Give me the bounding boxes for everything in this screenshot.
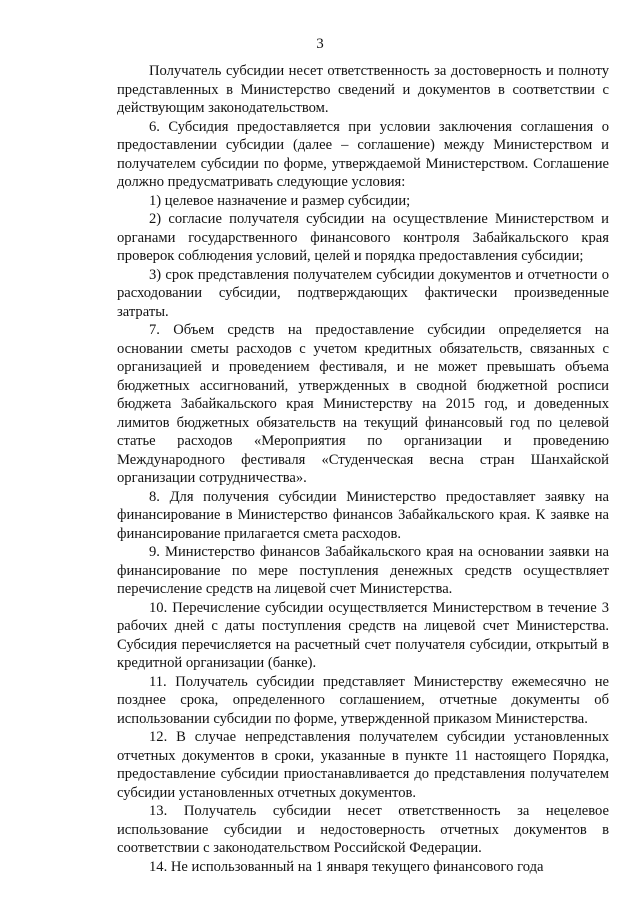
paragraph-11-reporting: 11. Получатель субсидии представляет Министерству ежемесячно не позднее срока, определенного соглашением, отчетные документы об использовании субсидии по форме, утвержденной приказом Министерства. [117,673,609,727]
page-number: 3 [316,36,324,52]
paragraph-12-suspension: 12. В случае непредставления получателем субсидии установленных отчетных документов в сроки, указанные в пункте 11 настоящего Порядка, предоставление субсидии приостанавливается до представления получателем субсидии установленных отчетных документов. [117,729,609,801]
list-item-1: 1) целевое назначение и размер субсидии; [149,192,411,209]
paragraph-10-transfer: 10. Перечисление субсидии осуществляется Министерством в течение 3 рабочих дней с даты поступления средств на лицевой счет Министерства. Субсидия перечисляется на расчетный счет получателя субсидии, открытый в кредитной организации (банке). [117,599,609,671]
list-item-2: 2) согласие получателя субсидии на осуществление Министерством и органами государственного финансового контроля Забайкальского края проверок соблюдения условий, целей и порядка предоставления субсидии; [117,211,609,264]
paragraph-9-finance-ministry: 9. Министерство финансов Забайкальского края на основании заявки на финансирование по мере поступления денежных средств осуществляет перечисление средств на лицевой счет Министерства. [117,544,609,597]
paragraph-13-misuse: 13. Получатель субсидии несет ответственность за нецелевое использование субсидии и недостоверность отчетных документов в соответствии с законодательством Российской Федерации. [117,803,609,856]
paragraph-7-volume: 7. Объем средств на предоставление субсидии определяется на основании сметы расходов с учетом кредитных обязательств, связанных с организацией и проведением фестиваля, и не может превышать объема бюджетных ассигнований, утвержденных в сводной бюджетной росписи бюджета Забайкальского края Министерству на 2015 год, и доведенных лимитов бюджетных обязательств на текущий финансовый год по целевой статье расходов «Мероприятия по организации и проведению Международного фестиваля «Студенческая весна стран Шанхайской организации сотрудничества». [117,322,609,486]
document-body [117,62,609,876]
paragraph-8-application: 8. Для получения субсидии Министерство предоставляет заявку на финансирование в Министерство финансов Забайкальского края. К заявке на финансирование прилагается смета расходов. [117,488,609,542]
paragraph-14-unused: 14. Не использованный на 1 января текущего финансового года [149,858,544,875]
list-item-3: 3) срок представления получателем субсидии документов и отчетности о расходовании субсидии, подтверждающих фактически произведенные затраты. [117,266,609,320]
paragraph-recipient-responsibility: Получатель субсидии несет ответственность за достоверность и полноту представленных в Министерство сведений и документов в соответствии с действующим законодательством. [117,63,609,116]
paragraph-6-agreement: 6. Субсидия предоставляется при условии заключения соглашения о предоставлении субсидии (далее – соглашение) между Министерством и получателем субсидии по форме, утверждаемой Министерством. Соглашение должно предусматривать следующие условия: [117,118,609,190]
